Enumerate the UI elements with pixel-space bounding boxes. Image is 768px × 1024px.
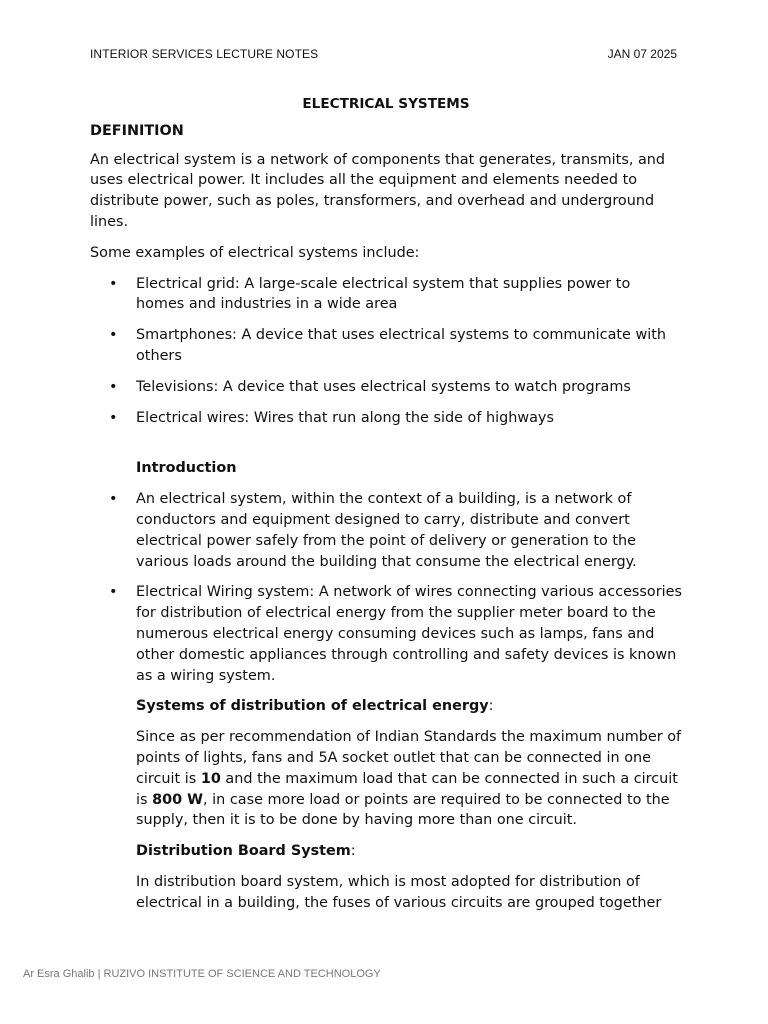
distribution-board-heading-colon: : [350, 843, 356, 860]
examples-list [90, 274, 682, 429]
introduction-heading: Introduction [136, 460, 237, 477]
introduction-list [90, 489, 682, 686]
list-item: • Electrical Wiring system: A network of wires connecting various accessories for distribution of electrical energy from the supplier meter board to the numerous electrical energy consuming devices such as lamps, fans and other domestic appliances through controlling and safety devices is known as a wiring system. [136, 582, 682, 686]
examples-intro: Some examples of electrical systems include: [90, 244, 420, 261]
footer-author-institute: Ar Esra Ghalib | RUZIVO INSTITUTE OF SCIENCE AND TECHNOLOGY [23, 968, 381, 980]
header-date: JAN 07 2025 [607, 47, 677, 61]
definition-paragraph: An electrical system is a network of components that generates, transmits, and uses electrical power. It includes all the equipment and elements needed to distribute power, such as poles, transformers, and overhead and underground lines. [90, 151, 666, 230]
distribution-text-2: and the maximum load that can be connected in such a circuit is [136, 770, 678, 808]
list-item: • Electrical wires: Wires that run along the side of highways [136, 408, 682, 429]
distribution-heading: Systems of distribution of electrical energy [136, 698, 489, 715]
distribution-board-heading-line [136, 841, 682, 862]
distribution-text-1: Since as per recommendation of Indian Standards the maximum number of points of lights, fans and 5A socket outlet that can be connected in one circuit is [136, 729, 682, 787]
list-item: • An electrical system, within the context of a building, is a network of conductors and equipment designed to carry, distribute and convert electrical power safely from the point of delivery or generation to the various loads around the building that consume the electrical energy. [136, 489, 682, 572]
distribution-heading-colon: : [488, 698, 494, 715]
list-item: • Televisions: A device that uses electrical systems to watch programs [136, 377, 682, 398]
max-points-value: 10 [200, 770, 221, 787]
document-title: ELECTRICAL SYSTEMS [302, 96, 470, 112]
list-item: • Electrical grid: A large-scale electrical system that supplies power to homes and industries in a wide area [136, 274, 682, 316]
distribution-board-paragraph: In distribution board system, which is most adopted for distribution of electrical in a building, the fuses of various circuits are grouped together [136, 873, 662, 911]
definition-heading: DEFINITION [90, 122, 184, 139]
distribution-text-3: , in case more load or points are required to be connected to the supply, then it is to be done by having more than one circuit. [136, 791, 670, 829]
distribution-paragraph [136, 727, 682, 831]
distribution-board-heading: Distribution Board System [136, 843, 351, 860]
distribution-heading-line [136, 696, 682, 717]
max-load-value: 800 W [152, 791, 204, 808]
header-course-title: INTERIOR SERVICES LECTURE NOTES [90, 47, 319, 61]
document-body [90, 94, 682, 924]
list-item: • Smartphones: A device that uses electrical systems to communicate with others [136, 325, 682, 367]
